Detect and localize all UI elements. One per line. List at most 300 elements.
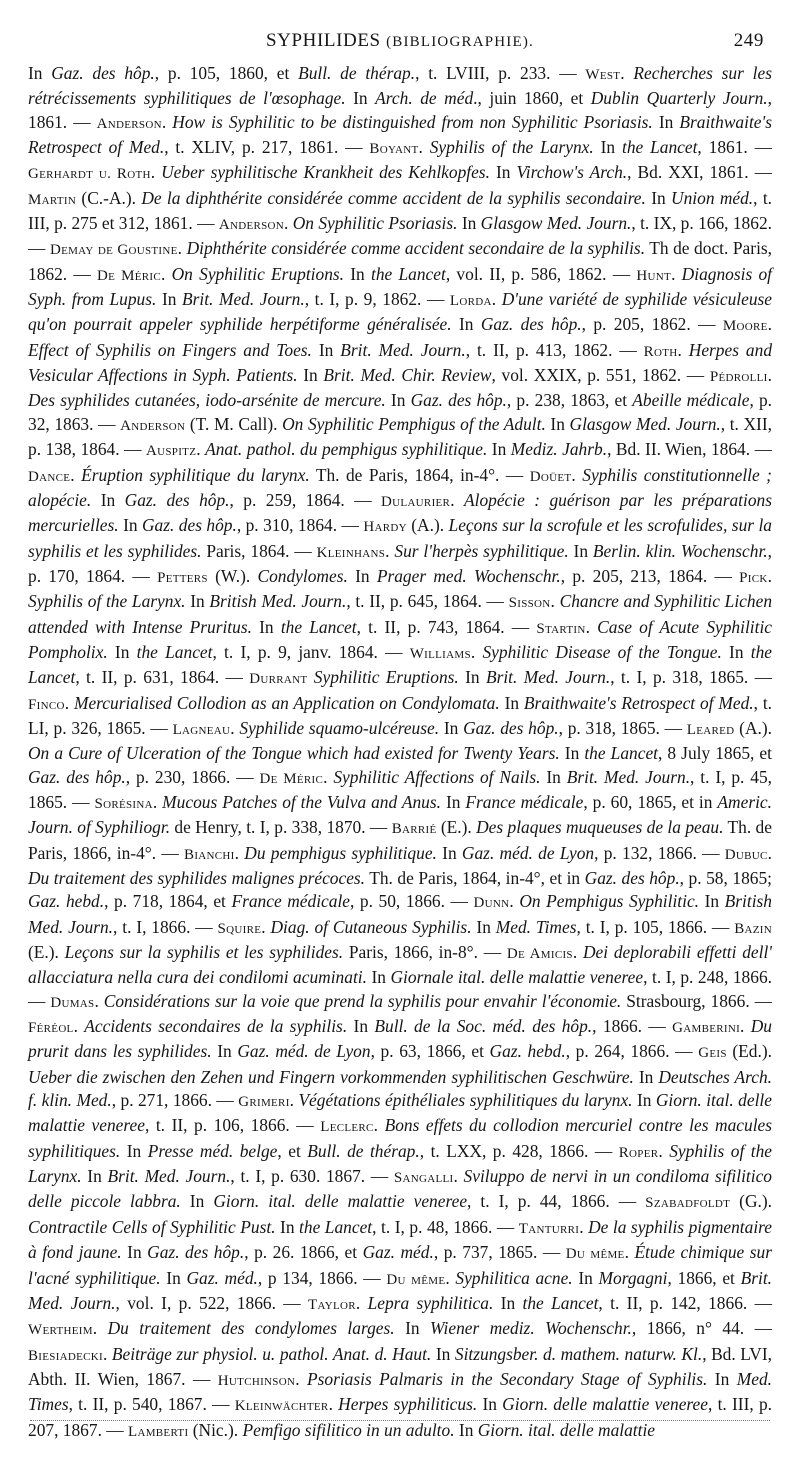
citation-text: In	[439, 717, 464, 738]
author-name: Doüet	[529, 468, 572, 485]
work-title: the Lancet	[371, 263, 446, 284]
citation-text: In	[568, 540, 593, 561]
citation-text: .	[230, 717, 240, 738]
citation-text: .	[323, 766, 334, 787]
citation-text: .	[94, 990, 104, 1011]
bibliography-text	[28, 62, 772, 1444]
citation-text: , t. II, p. 106, 1866. —	[144, 1115, 321, 1136]
work-title: British Med. Journ.	[209, 591, 347, 612]
citation-text: , p. 318, 1865. —	[558, 717, 687, 738]
running-head	[28, 28, 772, 54]
citation-text: .	[620, 63, 634, 83]
work-title: Abeille médicale	[632, 390, 750, 411]
citation-text: .	[571, 464, 583, 485]
citation-text: In	[471, 916, 496, 937]
citation-text: , p. 132, 1866. —	[594, 842, 725, 863]
work-title: Braithwaite's Retrospect of Med.	[523, 692, 754, 713]
citation-text: , t. II, p. 540, 1867. —	[68, 1394, 235, 1415]
citation-text: , p. 58, 1865;	[679, 868, 772, 888]
work-title: Alopécie : guérison par les préparations mercurielles.	[28, 489, 772, 536]
work-title: On a Cure of Ulceration of the Tongue which had existed for Twenty Years.	[28, 743, 560, 764]
citation-text: In	[81, 1166, 108, 1187]
work-title: Beiträge zur physiol. u. pathol. Anat. d. Haut.	[111, 1343, 432, 1364]
citation-text: In	[436, 842, 462, 863]
citation-text: .	[470, 641, 483, 662]
citation-text: , p. 259, 1864. —	[229, 489, 382, 510]
work-title: Gaz. des hôp.	[147, 1242, 245, 1263]
citation-text: .	[261, 916, 271, 937]
work-title: Gaz. hebd.	[28, 891, 105, 912]
citation-text: , t. I, p. 9, janv. 1864. —	[212, 641, 410, 662]
citation-text: (E.).	[436, 817, 477, 838]
citation-text: In	[345, 88, 376, 109]
work-title: Du pemphigus syphilitique.	[244, 842, 437, 863]
work-title: Brit. Med. Chir. Review	[323, 365, 492, 386]
citation-text: .	[328, 1394, 339, 1415]
work-title: Bull. de thérap.	[298, 63, 416, 83]
citation-text: In	[489, 162, 517, 183]
author-name: Gamberini	[672, 1020, 741, 1037]
work-title: On Syphilitic Pemphigus of the Adult.	[282, 413, 546, 434]
work-title: Du traitement des syphilides malignes précoces.	[28, 868, 366, 888]
author-name: De Méric	[97, 267, 162, 284]
citation-text: , 1866, n° 44. —	[631, 1318, 772, 1339]
citation-text: , t. I, p. 45, 1865. —	[28, 766, 772, 812]
author-name: Du même	[565, 1246, 625, 1263]
author-name: Leclerc	[320, 1119, 374, 1136]
citation-text: .	[289, 1090, 299, 1111]
author-name: Kleinwächter	[234, 1398, 329, 1415]
work-title: Anat. pathol. du pemphigus syphilitique.	[205, 439, 488, 460]
citation-text: In	[633, 1066, 659, 1087]
citation-text: .	[284, 213, 293, 234]
citation-text: In	[344, 263, 371, 284]
citation-text: .	[161, 111, 173, 132]
work-title: Étude chimique sur l'acné syphilitique.	[28, 1242, 773, 1288]
author-name: Lamberti	[128, 1423, 189, 1440]
work-title: Giorn. ital. delle malattie veneree	[28, 1090, 772, 1136]
work-title: Mucous Patches of the Vulva and Anus.	[162, 791, 441, 812]
work-title: Med. Times	[495, 916, 577, 937]
running-head-title: SYPHILIDES	[265, 30, 381, 51]
citation-text: In	[457, 213, 481, 234]
citation-text: , 1861. —	[697, 137, 773, 158]
work-title: Lepra syphilitica.	[367, 1292, 494, 1313]
citation-text: In	[545, 413, 570, 434]
author-name: Hardy	[363, 519, 407, 536]
work-title: Morgagni	[598, 1267, 668, 1288]
citation-text: , p. 170, 1864. —	[28, 540, 772, 586]
citation-text: , t. IX, p. 166, 1862. —	[28, 213, 772, 259]
citation-text: In	[366, 967, 391, 988]
author-name: Kleinhans	[316, 544, 386, 561]
work-title: Gaz. des hôp.	[124, 489, 230, 510]
work-title: Diphthérite considérée comme accident secondaire de la syphilis.	[186, 238, 646, 259]
citation-text: .	[355, 1292, 368, 1313]
work-title: Giorn. ital. delle malattie veneree	[213, 1191, 468, 1212]
citation-text: In	[185, 591, 210, 612]
work-title: Glasgow Med. Journ.	[480, 213, 632, 234]
citation-text: In	[120, 1140, 148, 1161]
author-name: Lagneau	[172, 721, 231, 738]
author-name: Auspitz	[146, 443, 197, 460]
author-name: Leared	[686, 721, 735, 738]
work-title: Du traitement des condylomes larges.	[107, 1318, 395, 1339]
work-title: Prager med. Wochenschr.	[376, 565, 561, 586]
citation-text: de Henry, t. I, p. 338, 1870. —	[170, 817, 392, 838]
citation-text: , t. I, p. 44, 1866. —	[467, 1191, 646, 1212]
citation-text: .	[177, 238, 187, 259]
author-name: Bazin	[734, 920, 772, 937]
citation-text: .	[385, 540, 395, 561]
citation-text: In	[160, 1267, 187, 1288]
work-title: Leçons sur la scrofule et les scrofulides, sur la syphilis et les syphilides.	[28, 515, 772, 561]
author-name: Du même	[386, 1271, 446, 1288]
citation-text: , p. 264, 1866. —	[565, 1041, 699, 1062]
author-name: Geis	[698, 1045, 727, 1062]
citation-text: .	[767, 842, 773, 863]
work-title: Virchow's Arch.	[516, 162, 628, 183]
citation-text: .	[491, 289, 502, 310]
work-title: British Med. Journ.	[28, 891, 772, 937]
citation-text: , t. III, p. 207, 1867. —	[28, 1394, 772, 1440]
author-name: Pédrolli	[709, 369, 768, 386]
citation-text: , vol. XXIX, p. 551, 1862. —	[491, 365, 710, 386]
citation-text: Th. de Paris, 1866, in-4°. —	[28, 817, 772, 863]
page-number: 249	[733, 30, 764, 51]
work-title: the Lancet	[584, 743, 658, 764]
citation-text: .	[450, 489, 464, 510]
work-title: France médicale	[231, 891, 351, 912]
citation-text: In	[311, 339, 341, 360]
work-title: Gaz. des hôp.	[463, 717, 559, 738]
author-name: Féréol	[28, 1020, 74, 1037]
citation-text: , t. LI, p. 326, 1865. —	[28, 692, 772, 738]
citation-text: .	[550, 591, 560, 612]
citation-text: Strasbourg, 1866. —	[621, 990, 772, 1011]
work-title: Giorn. ital. delle malattie	[477, 1419, 656, 1440]
work-title: On Syphilitic Eruptions.	[171, 263, 345, 284]
author-name: Demay de Goustine	[49, 242, 178, 259]
citation-text: In	[385, 390, 411, 411]
citation-text: In	[477, 1394, 503, 1415]
work-title: Gaz. méd.	[362, 1242, 434, 1263]
work-title: On Syphilitic Psoriasis.	[292, 213, 458, 234]
work-title: Gaz. hebd.	[489, 1041, 566, 1062]
citation-text: , vol. I, p. 522, 1866. —	[115, 1292, 309, 1313]
author-name: Tanturri	[518, 1220, 580, 1237]
citation-text: In	[458, 667, 486, 688]
citation-text: In	[156, 289, 182, 310]
work-title: Gaz. des hôp.	[141, 515, 237, 536]
work-title: Syphilide squamo-ulcéreuse.	[239, 717, 440, 738]
work-title: Giorn. delle malattie veneree	[502, 1394, 708, 1415]
citation-text: .	[92, 1318, 108, 1339]
citation-text: , t. I, p. 105, 1866. —	[576, 916, 735, 937]
citation-text: (Ed.).	[726, 1041, 772, 1062]
citation-text: In	[487, 439, 511, 460]
author-name: Grimeri	[238, 1094, 290, 1111]
author-name: Anderson	[120, 417, 186, 434]
work-title: the Lancet	[28, 641, 773, 688]
author-name: Sangalli	[393, 1170, 454, 1187]
author-name: Williams	[409, 645, 471, 662]
work-title: Gaz. méd. de Lyon	[461, 842, 595, 863]
citation-text: , t. I, p. 248, 1866. —	[28, 967, 772, 1011]
author-name: Gerhardt u. Roth	[28, 166, 151, 183]
work-title: Deutsches Arch. f. klin. Med.	[28, 1066, 772, 1111]
citation-text: , p. 238, 1863, et	[506, 390, 633, 411]
citation-text: In	[297, 365, 324, 386]
citation-text: , vol. II, p. 586, 1862. —	[445, 263, 637, 284]
work-title: Case of Acute Syphilitic Pompholix.	[28, 616, 773, 662]
author-name: Roper	[618, 1144, 659, 1161]
citation-text: Th. de Paris, 1864, in-4°, et in	[365, 868, 585, 888]
author-name: Sisson	[508, 595, 551, 612]
work-title: Dublin Quarterly Journ.	[590, 88, 768, 109]
citation-text: In	[180, 1191, 214, 1212]
work-title: Syphilitic Eruptions.	[313, 667, 459, 688]
work-title: Americ. Journ. of Syphiliogr.	[28, 791, 772, 838]
citation-text: In	[440, 791, 466, 812]
citation-text: .	[572, 942, 583, 963]
work-title: Union méd.	[671, 187, 754, 208]
work-title: Contractile Cells of Syphilitic Pust.	[28, 1216, 276, 1237]
citation-text: , t. I, p. 48, 1866. —	[372, 1216, 519, 1237]
citation-text: , p. 26. 1866, et	[244, 1242, 363, 1263]
citation-text: (A.).	[734, 717, 773, 738]
citation-text: .	[767, 365, 772, 386]
citation-text: .	[64, 692, 74, 713]
citation-text: Paris, 1866, in-8°. —	[343, 942, 507, 963]
citation-text: .	[740, 1016, 751, 1037]
work-title: Pemfigo sifilitico in un adulto.	[242, 1419, 455, 1440]
work-title: France médicale	[465, 791, 584, 812]
citation-text: , Bd. II. Wien, 1864. —	[607, 439, 772, 460]
work-title: Ueber syphilitische Krankheit des Kehlkopfes.	[161, 162, 490, 183]
citation-text: (Nic.).	[188, 1419, 243, 1440]
author-name: Barrié	[391, 821, 437, 838]
author-name: Petters	[157, 569, 208, 586]
citation-text: .	[453, 1166, 464, 1187]
author-name: Taylor	[308, 1296, 356, 1313]
work-title: Gaz. méd.	[186, 1267, 258, 1288]
work-title: Herpes syphiliticus.	[338, 1394, 478, 1415]
author-name: Hunt	[636, 267, 672, 284]
work-title: the Lancet	[299, 1216, 373, 1237]
work-title: Brit. Med. Journ.	[28, 1267, 772, 1313]
work-title: Berlin. klin. Wochenschr.	[592, 540, 768, 561]
citation-text: In	[699, 891, 725, 912]
citation-text: .	[585, 616, 598, 637]
work-title: Syphilitica acne.	[455, 1267, 573, 1288]
work-title: Glasgow Med. Journ.	[569, 413, 721, 434]
author-name: Pick	[739, 569, 768, 586]
work-title: Diag. of Cutaneous Syphilis.	[270, 916, 472, 937]
citation-text: In	[275, 1216, 300, 1237]
author-name: Dubuc	[724, 846, 768, 863]
author-name: De Méric	[259, 770, 324, 787]
author-name: Bianchi	[184, 846, 235, 863]
citation-text: , p. 63, 1866, et	[370, 1041, 490, 1062]
citation-text: .	[196, 439, 206, 460]
citation-text: .	[677, 339, 689, 360]
citation-text: In	[593, 137, 622, 158]
work-title: Mercurialised Collodion as an Application on Condylomata.	[73, 692, 500, 713]
work-title: Giornale ital. delle malattie veneree	[390, 967, 644, 988]
work-title: the Lancet	[621, 137, 698, 158]
author-name: Dulaurier	[381, 493, 451, 510]
citation-text: .	[152, 791, 163, 812]
author-name: West	[585, 67, 621, 83]
work-title: Gaz. des hôp.	[51, 63, 155, 83]
work-title: the Lancet	[522, 1292, 599, 1313]
citation-text: In	[707, 1368, 737, 1389]
citation-text: In	[499, 692, 524, 713]
citation-text: In	[347, 565, 377, 586]
citation-text: In	[454, 1419, 478, 1440]
citation-text: .	[70, 464, 82, 485]
citation-text: In	[493, 1292, 523, 1313]
work-title: Gaz. des hôp.	[410, 390, 507, 411]
citation-text: In	[347, 1016, 375, 1037]
work-title: Med. Times	[28, 1368, 772, 1415]
work-title: Gaz. méd. de Lyon	[237, 1041, 371, 1062]
citation-text: In	[211, 1041, 238, 1062]
citation-text: , t. I, p. 9, 1862. —	[304, 289, 450, 310]
citation-text: , p. 718, 1864, et	[104, 891, 232, 912]
citation-text: , p. 230, 1866. —	[125, 766, 260, 787]
citation-text: In	[251, 616, 281, 637]
work-title: How is Syphilitic to be distinguished from non Syphilitic Psoriasis.	[172, 111, 653, 132]
work-title: Sitzungsber. d. mathem. naturw. Kl.	[454, 1343, 703, 1364]
work-title: Bull. de la Soc. méd. des hôp.	[374, 1016, 593, 1037]
work-title: Syphilis constitutionnelle ; alopécie.	[28, 464, 772, 510]
citation-text: In	[721, 641, 751, 662]
running-head-subtitle: (BIBLIOGRAPHIE).	[386, 34, 535, 50]
author-name: Moore	[722, 318, 768, 335]
citation-text: , t. II, p. 631, 1864. —	[75, 667, 250, 688]
author-name: Anderson	[96, 115, 162, 132]
citation-text: , et	[277, 1140, 308, 1161]
citation-text: , p. 310, 1864. —	[236, 515, 364, 536]
citation-text: , t. II, p. 743, 1864. —	[356, 616, 537, 637]
work-title: Gaz. des hôp.	[480, 314, 582, 335]
citation-text: (C.-A.).	[76, 187, 142, 208]
citation-text: In	[632, 1090, 656, 1111]
citation-text: .	[445, 1267, 456, 1288]
citation-text: In	[394, 1318, 431, 1339]
work-title: Bons effets du collodion mercuriel contre les macules syphilitiques.	[28, 1115, 773, 1161]
citation-text: In	[451, 314, 481, 335]
author-name: Anderson	[218, 217, 285, 234]
citation-text: , t. XII, p. 138, 1864. —	[28, 413, 772, 460]
author-name: Squire	[217, 920, 262, 937]
citation-text: , t. III, p. 275 et 312, 1861. —	[28, 187, 773, 234]
citation-text: .	[295, 1368, 307, 1389]
author-name: Szabadfoldt	[645, 1195, 731, 1212]
work-title: the Lancet	[280, 616, 357, 637]
citation-text: , p. 271, 1866. —	[111, 1090, 239, 1111]
work-title: Recherches sur les rétrécissements syphilitiques de l'œsophage.	[28, 63, 772, 109]
citation-text: Th. de Paris, 1864, in-4°. —	[309, 464, 530, 485]
citation-text: .	[767, 314, 772, 335]
author-name: Sorésina	[94, 795, 153, 812]
citation-text: , 1861. —	[28, 88, 773, 132]
work-title: Chancre and Syphilitic Lichen attended with Intense Pruritus.	[28, 591, 773, 637]
citation-text: .	[658, 1140, 670, 1161]
citation-text: .	[161, 263, 172, 284]
citation-text: , p. 32, 1863. —	[28, 390, 772, 434]
work-title: Syphilitic Disease of the Tongue.	[482, 641, 722, 662]
citation-text: (A.).	[406, 515, 449, 536]
citation-text: , t. LVIII, p. 233. —	[415, 63, 586, 83]
author-name: De Amicis	[506, 946, 573, 963]
author-name: Dunn	[473, 895, 510, 912]
author-name: Wertheim	[28, 1322, 93, 1339]
citation-text: , Bd. LVI, Abth. II. Wien, 1867. —	[28, 1343, 772, 1389]
work-title: Des plaques muqueuses de la peau.	[476, 817, 724, 838]
work-title: Gaz. des hôp.	[584, 868, 680, 888]
citation-text: (G.).	[730, 1191, 773, 1212]
citation-text: .	[373, 1115, 385, 1136]
citation-text: In	[28, 63, 52, 83]
citation-text: .	[671, 263, 682, 284]
citation-text: , t. II, p. 413, 1862. —	[465, 339, 644, 360]
author-name: Roth	[643, 343, 678, 360]
work-title: Dei deplorabili effetti dell' allacciatura nella cura dei condilomi acuminati.	[28, 942, 773, 988]
citation-text: .	[624, 1242, 635, 1263]
citation-text: (T. M. Call).	[185, 413, 283, 434]
citation-text: , t. I, p. 630. 1867. —	[230, 1166, 394, 1187]
author-name: Dance	[28, 468, 71, 485]
citation-text: , t. I, 1866. —	[113, 916, 218, 937]
citation-text: , Bd. XXI, 1861. —	[627, 162, 773, 183]
work-title: Brit. Med. Journ.	[485, 667, 611, 688]
citation-text: , 1866. —	[592, 1016, 673, 1037]
work-title: Sur l'herpès syphilitique.	[394, 540, 569, 561]
work-title: Diagnosis of Syph. from Lupus.	[28, 263, 772, 310]
citation-text: , t. I, p. 318, 1865. —	[610, 667, 772, 688]
author-name: Finco	[28, 696, 65, 713]
author-name: Dumas	[50, 994, 95, 1011]
work-title: Herpes and Vesicular Affections in Syph. Patients.	[28, 339, 773, 386]
citation-text: In	[572, 1267, 599, 1288]
work-title: Brit. Med. Journ.	[340, 339, 466, 360]
footer-dotted-rule	[30, 1420, 770, 1421]
work-title: Brit. Med. Journ.	[107, 1166, 231, 1187]
author-name: Biesiadecki	[28, 1347, 104, 1364]
citation-text: , t. II, p. 142, 1866. —	[598, 1292, 772, 1313]
citation-text: , t. II, p. 645, 1864. —	[346, 591, 509, 612]
citation-text: ., juin 1860, et	[473, 88, 591, 109]
work-title: Presse méd. belge	[147, 1140, 278, 1161]
document-page	[28, 28, 772, 1444]
work-title: D'une variété de syphilide vésiculeuse qu'on pourrait appeler syphilide herpétiforme généralisée.	[28, 289, 772, 335]
citation-text: In	[431, 1343, 455, 1364]
citation-text: Paris, 1864. —	[201, 540, 317, 561]
citation-text: In	[559, 743, 585, 764]
citation-text: , 8 July 1865, et	[658, 743, 772, 764]
author-name: Lorda	[449, 293, 492, 310]
work-title: Considérations sur la voie que prend la syphilis pour envahir l'économie.	[103, 990, 622, 1011]
work-title: Mediz. Jahrb.	[510, 439, 608, 460]
citation-text: In	[652, 111, 680, 132]
work-title: Condylomes.	[257, 565, 348, 586]
work-title: Des syphilides cutanées, iodo-arsénite de mercure.	[28, 390, 386, 411]
citation-text: .	[767, 565, 772, 586]
author-name: Durrant	[249, 671, 308, 688]
